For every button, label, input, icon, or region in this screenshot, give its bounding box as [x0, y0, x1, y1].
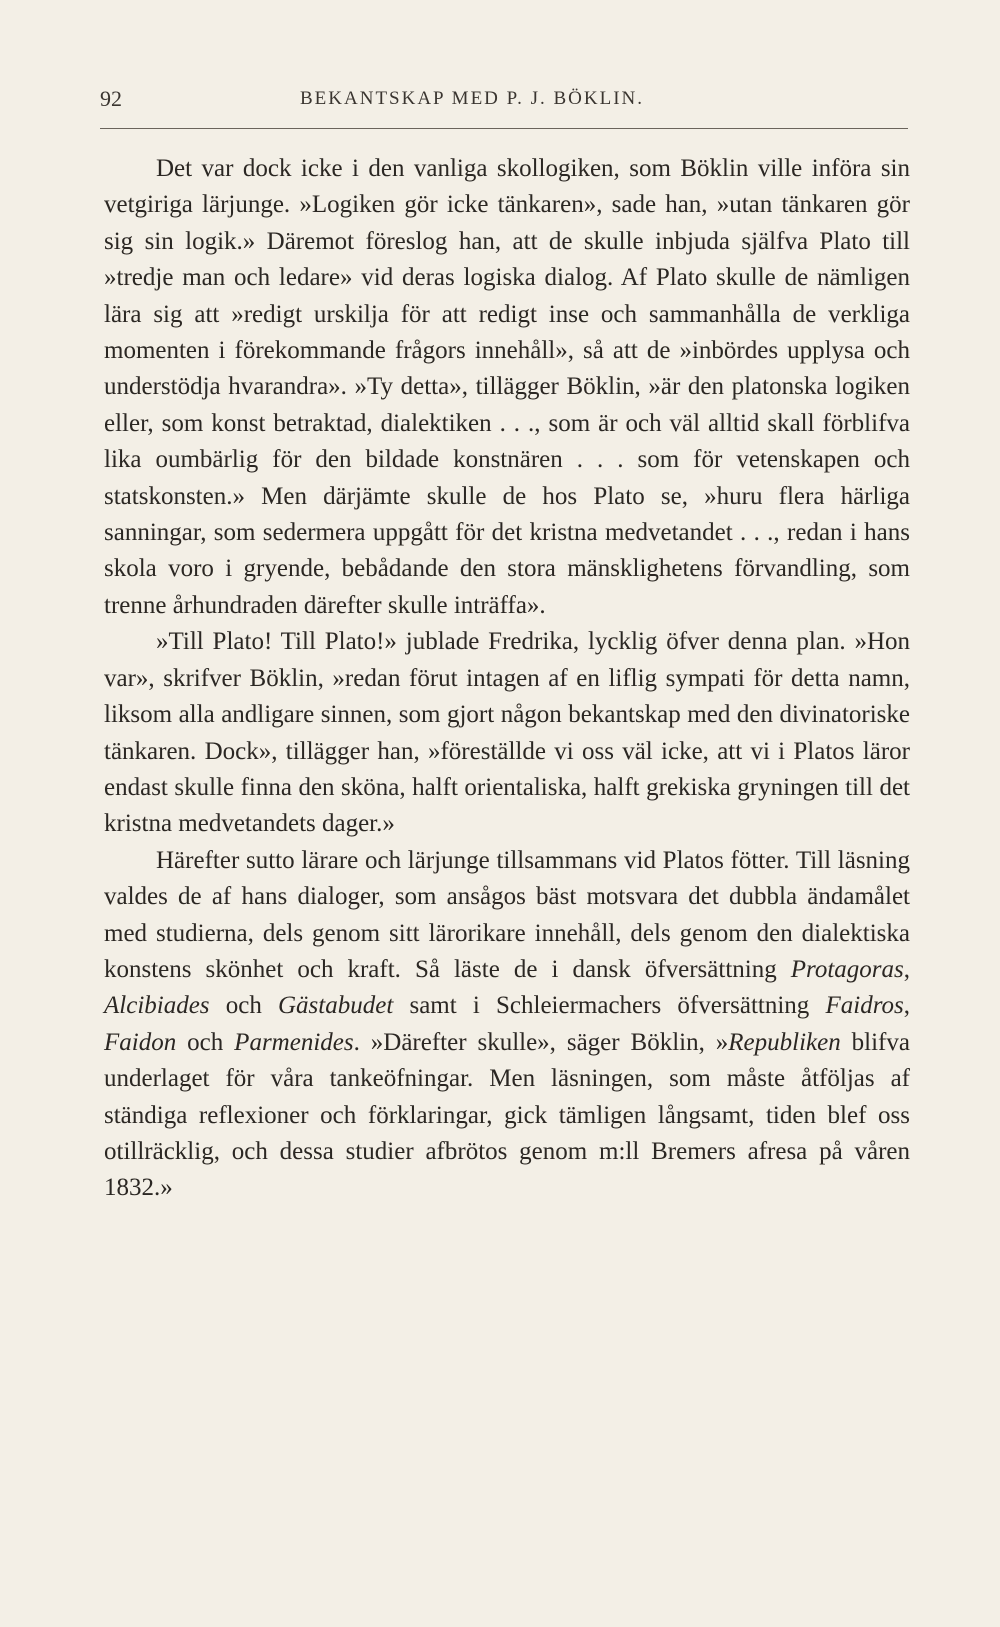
title-protagoras: Protagoras — [790, 955, 904, 983]
body-text — [104, 151, 910, 1207]
text-run: samt i Schleiermachers öfversättning — [393, 992, 826, 1020]
text-run: blifva underlaget för våra tankeöfningar. Men läsningen, som måste åtföljas af ständiga reflexioner och förklaringar, gick tämligen långsamt, tiden blef oss otillräcklig, och dessa studier afbrötos genom m:ll Bremers afresa på våren 1832.» — [104, 1028, 910, 1202]
header-rule — [100, 128, 908, 129]
paragraph-3 — [104, 843, 910, 1207]
paragraph-2: »Till Plato! Till Plato!» jublade Fredrika, lycklig öfver denna plan. »Hon var», skrifver Böklin, »redan förut intagen af en liflig sympati för detta namn, liksom alla andligare sinnen, som gjort någon bekantskap med den divinatoriske tänkaren. Dock», tillägger han, »föreställde vi oss väl icke, att vi i Platos läror endast skulle finna den sköna, halft orientaliska, halft grekiska gryningen till det kristna medvetandets dager.» — [104, 628, 910, 838]
title-faidros: Faidros — [825, 992, 904, 1020]
page-number: 92 — [100, 86, 122, 111]
text-run: , — [903, 955, 910, 983]
page-header — [100, 86, 910, 118]
text-run: . »Därefter skulle», säger Böklin, » — [353, 1028, 729, 1056]
title-alcibiades: Alcibiades — [104, 992, 210, 1020]
title-parmenides: Parmenides — [234, 1028, 354, 1056]
running-head: BEKANTSKAP MED P. J. BÖKLIN. — [300, 88, 645, 109]
text-run: Härefter sutto lärare och lärjunge tillsammans vid Platos fötter. Till läsning valdes de af hans dialoger, som ansågos bäst motsvara det dubbla ändamålet med studierna, dels genom sitt lärorikare innehåll, dels genom den dialektiska konstens skönhet och kraft. Så läste de i dansk öfversättning — [104, 846, 910, 983]
title-faidon: Faidon — [104, 1028, 177, 1056]
text-run: och — [176, 1028, 235, 1056]
title-gastabudet: Gästabudet — [278, 992, 394, 1020]
text-run: , — [903, 992, 910, 1020]
title-republiken: Republiken — [728, 1028, 841, 1056]
paragraph-1: Det var dock icke i den vanliga skollogiken, som Böklin ville införa sin vetgiriga lärjunge. »Logiken gör icke tänkaren», sade han, »utan tänkaren gör sig sin logik.» Däremot föreslog han, att de skulle inbjuda själfva Plato till »tredje man och ledare» vid deras logiska dialog. Af Plato skulle de nämligen lära sig att »redigt urskilja för att redigt inse och sammanhålla de verkliga momenten i förekommande frågors innehåll», så att de »inbördes upplysa och understödja hvarandra». »Ty detta», tillägger Böklin, »är den platonska logiken eller, som konst betraktad, dialektiken . . ., som är och väl alltid skall förblifva lika oumbärlig för den bildade konstnären . . . som för vetenskapen och statskonsten.» Men därjämte skulle de hos Plato se, »huru flera härliga sanningar, som sedermera uppgått för det kristna medvetandet . . ., redan i hans skola voro i gryende, bebådande den stora mänsklighetens förvandling, som trenne århundraden därefter skulle inträffa». — [104, 155, 910, 619]
text-run: och — [209, 992, 278, 1020]
